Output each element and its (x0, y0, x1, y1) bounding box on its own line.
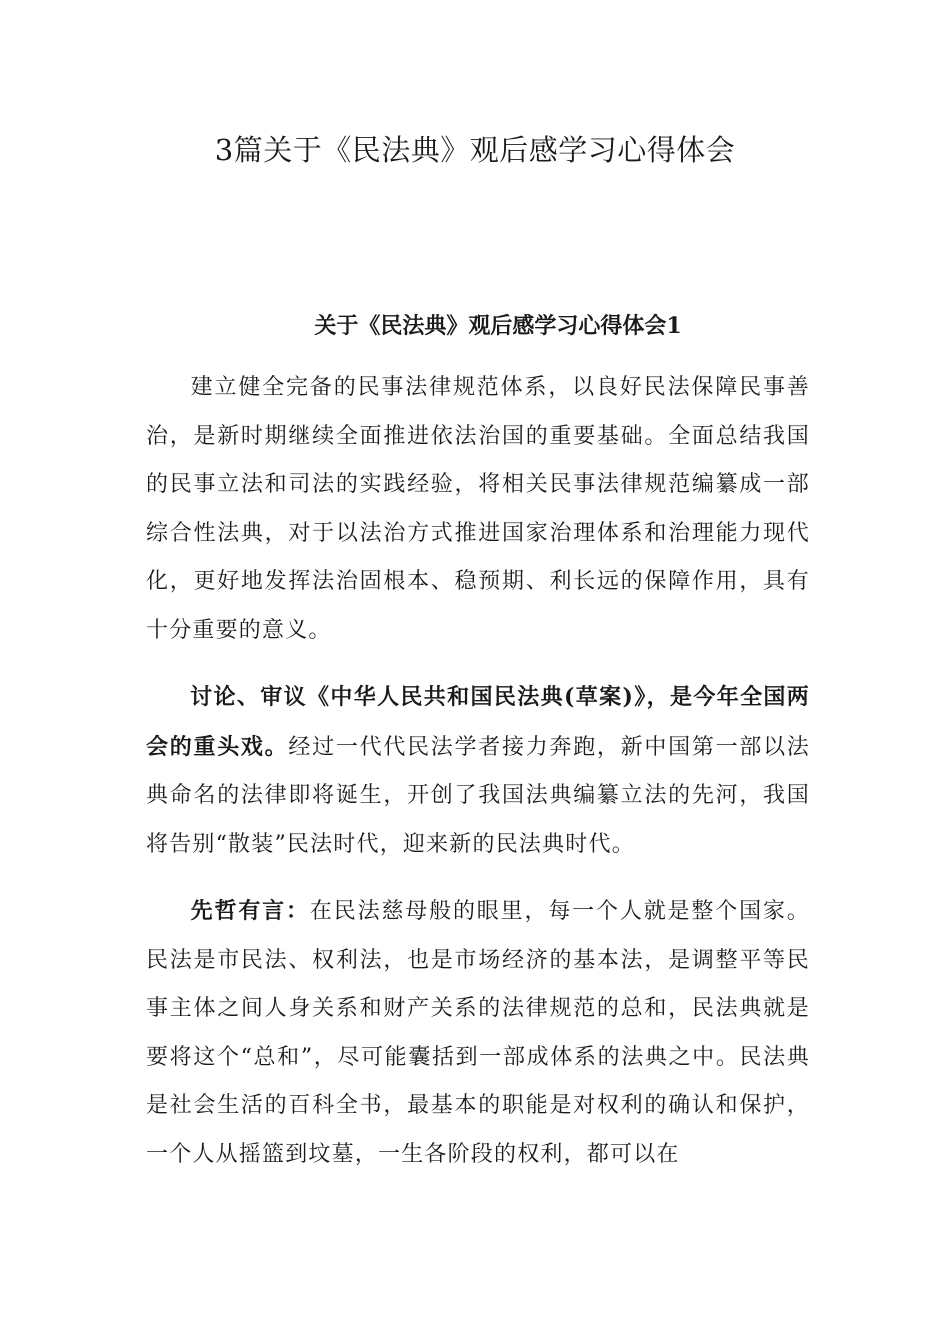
paragraph-1-text: 建立健全完备的民事法律规范体系，以良好民法保障民事善治，是新时期继续全面推进依法治国的重要基础。全面总结我国的民事立法和司法的实践经验，将相关民事法律规范编纂成一部综合性法典，对于以法治方式推进国家治理体系和治理能力现代化，更好地发挥法治固根本、稳预期、利长远的保障作用，具有十分重要的意义。 (146, 375, 810, 643)
paragraph-2-lead: 讨论、审议《中华人民共和国民法典(草案)》，是今年全国两会的重头戏。 (146, 684, 810, 760)
paragraph-1 (146, 364, 810, 656)
paragraph-3 (146, 887, 810, 1180)
paragraph-2 (146, 673, 810, 869)
paragraph-3-text: 在民法慈母般的眼里，每一个人就是整个国家。民法是市民法、权利法，也是市场经济的基本法，是调整平等民事主体之间人身关系和财产关系的法律规范的总和，民法典就是要将这个“总和”，尽可能囊括到一部成体系的法典之中。民法典是社会生活的百科全书，最基本的职能是对权利的确认和保护，一个人从摇篮到坟墓，一生各阶段的权利，都可以在 (146, 899, 810, 1167)
paragraph-3-lead: 先哲有言： (190, 898, 310, 924)
paragraph-2-text: 经过一代代民法学者接力奔跑，新中国第一部以法典命名的法律即将诞生，开创了我国法典编纂立法的先河，我国将告别“散装”民法时代，迎来新的民法典时代。 (146, 734, 811, 857)
document-title: 3篇关于《民法典》观后感学习心得体会 (214, 133, 736, 167)
section-title: 关于《民法典》观后感学习心得体会1 (314, 313, 682, 339)
